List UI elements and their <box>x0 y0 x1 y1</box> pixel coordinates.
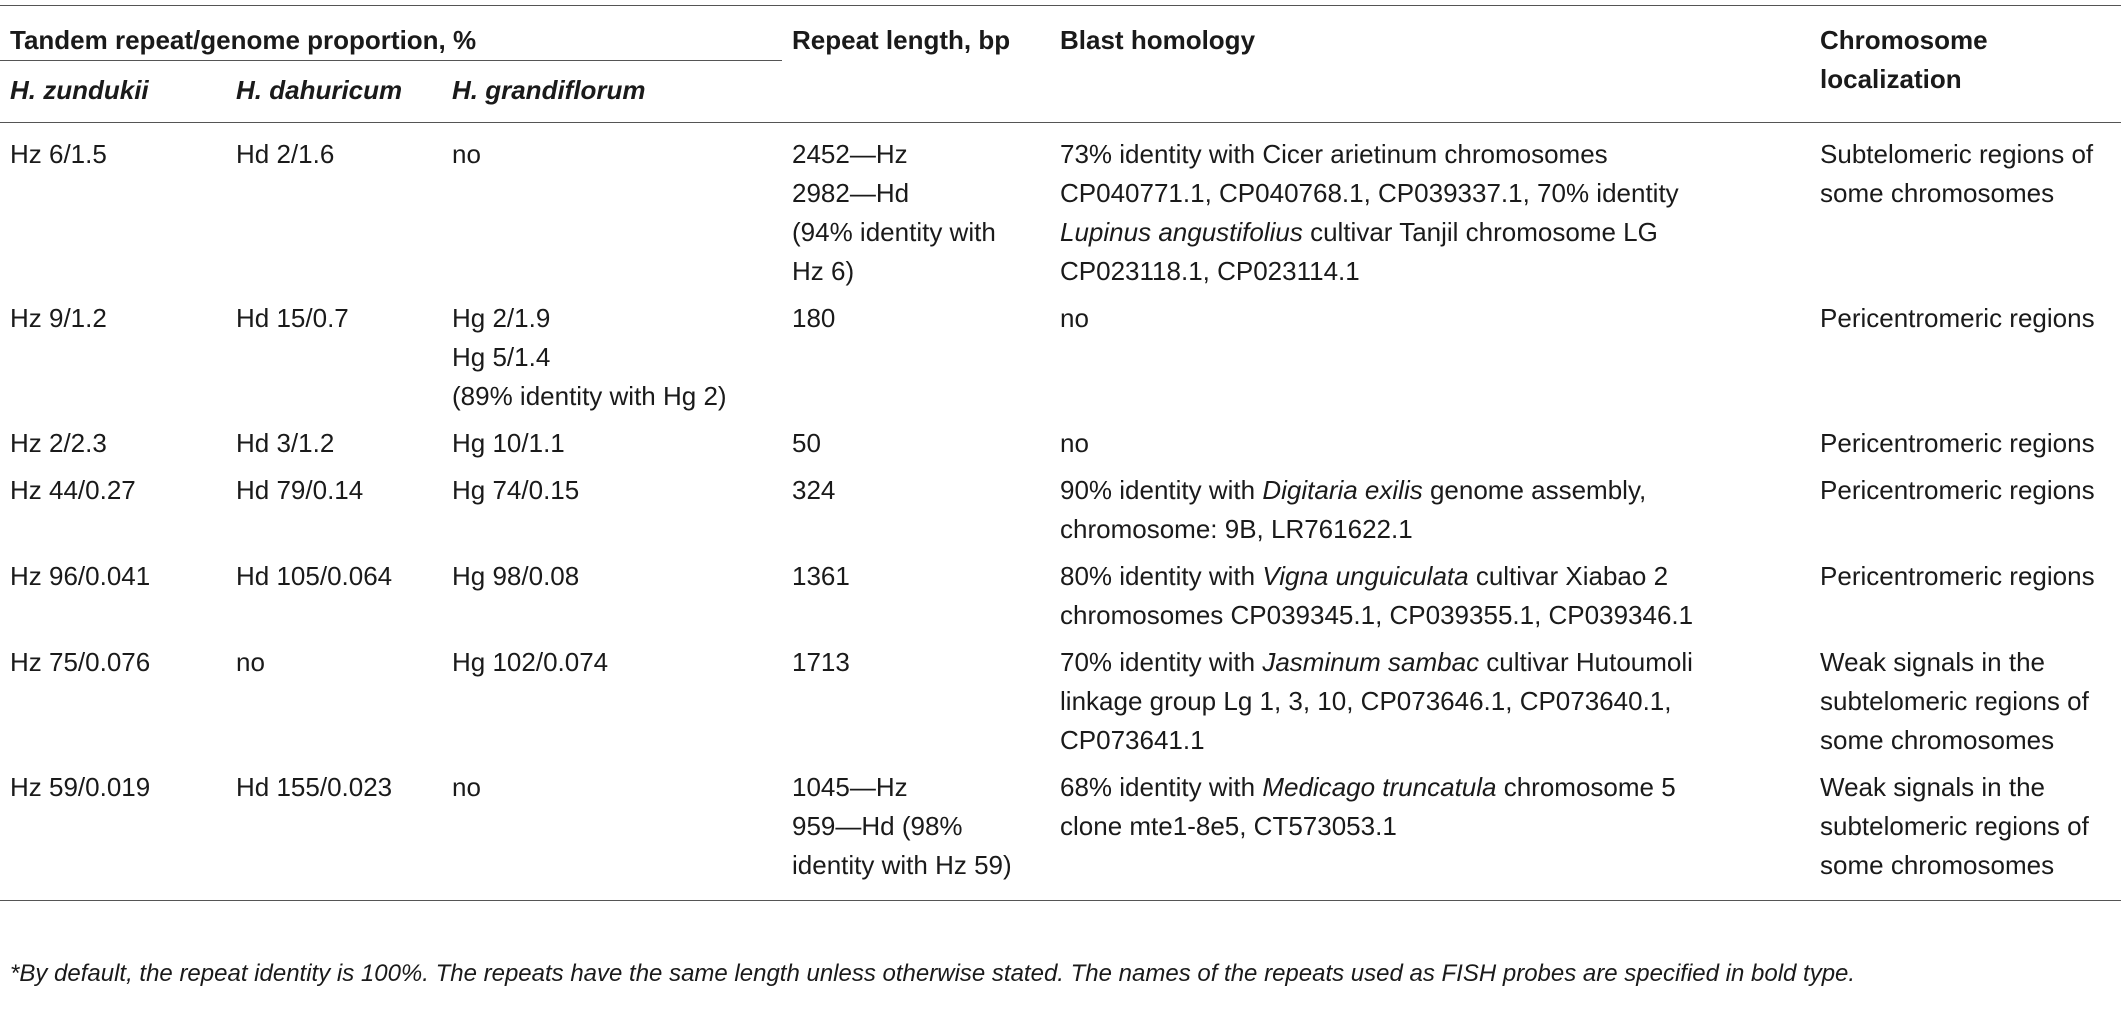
cell-chromosome-localization <box>1810 293 2121 418</box>
cell-chromosome-localization-line: some chromosomes <box>1820 725 2055 755</box>
cell-h-grandiflorum-line: Hg 98/0.08 <box>452 561 580 591</box>
cell-h-zundukii: Hz 6/1.5 <box>10 139 107 169</box>
blast-line <box>1060 682 1810 721</box>
cell-h-grandiflorum <box>442 123 782 294</box>
cell-h-dahuricum: Hd 2/1.6 <box>236 139 335 169</box>
blast-line <box>1060 768 1810 807</box>
cell-h-grandiflorum-line: Hg 74/0.15 <box>452 475 580 505</box>
cell-chromosome-localization <box>1810 637 2121 762</box>
blast-text: cultivar Xiabao 2 <box>1468 561 1669 591</box>
cell-repeat-length <box>782 551 1050 637</box>
header-tandem-repeat-group: Tandem repeat/genome proportion, % <box>0 5 782 61</box>
cell-h-grandiflorum-line: no <box>452 772 481 802</box>
cell-repeat-length <box>782 762 1050 901</box>
cell-chromosome-localization <box>1810 762 2121 901</box>
cell-h-dahuricum: Hd 79/0.14 <box>236 475 364 505</box>
blast-text: 90% identity with <box>1060 475 1263 505</box>
header-blast-homology: Blast homology <box>1050 5 1810 123</box>
cell-blast-homology <box>1050 465 1810 551</box>
blast-line <box>1060 135 1810 174</box>
blast-text: clone mte1-8e5, CT573053.1 <box>1060 811 1397 841</box>
blast-text: CP023118.1, CP023114.1 <box>1060 256 1360 286</box>
cell-repeat-length-line: (94% identity with <box>792 217 996 247</box>
cell-repeat-length-line: 959—Hd (98% <box>792 811 963 841</box>
cell-h-dahuricum: Hd 3/1.2 <box>236 428 335 458</box>
cell-repeat-length <box>782 123 1050 294</box>
cell-chromosome-localization-line: Pericentromeric regions <box>1820 561 2095 591</box>
cell-h-zundukii: Hz 9/1.2 <box>10 303 107 333</box>
cell-chromosome-localization-line: subtelomeric regions of <box>1820 811 2089 841</box>
species-name: Jasminum sambac <box>1262 647 1480 677</box>
cell-chromosome-localization-line: Subtelomeric regions of <box>1820 139 2094 169</box>
header-chromosome-localization: Chromosome localization <box>1810 5 2121 123</box>
blast-text: CP073641.1 <box>1060 725 1205 755</box>
table-row <box>0 762 2121 901</box>
cell-h-grandiflorum <box>442 465 782 551</box>
cell-h-dahuricum: Hd 105/0.064 <box>236 561 393 591</box>
cell-chromosome-localization <box>1810 465 2121 551</box>
cell-chromosome-localization <box>1810 418 2121 465</box>
cell-h-grandiflorum <box>442 551 782 637</box>
species-name: Medicago truncatula <box>1262 772 1497 802</box>
cell-chromosome-localization-line: Pericentromeric regions <box>1820 428 2095 458</box>
blast-line <box>1060 424 1810 463</box>
cell-repeat-length <box>782 637 1050 762</box>
cell-h-grandiflorum <box>442 418 782 465</box>
header-repeat-length-text: Repeat length, bp <box>792 25 1011 55</box>
cell-blast-homology <box>1050 418 1810 465</box>
cell-repeat-length <box>782 293 1050 418</box>
blast-text: chromosome 5 <box>1496 772 1676 802</box>
cell-repeat-length-line: 2982—Hd <box>792 178 910 208</box>
cell-chromosome-localization-line: Pericentromeric regions <box>1820 475 2095 505</box>
cell-chromosome-localization <box>1810 123 2121 294</box>
cell-chromosome-localization-line: Pericentromeric regions <box>1820 303 2095 333</box>
blast-line <box>1060 299 1810 338</box>
blast-text: 80% identity with <box>1060 561 1263 591</box>
cell-repeat-length-line: 1045—Hz <box>792 772 908 802</box>
cell-blast-homology <box>1050 762 1810 901</box>
cell-h-dahuricum: Hd 155/0.023 <box>226 762 442 901</box>
cell-repeat-length <box>782 465 1050 551</box>
header-h-dahuricum: H. dahuricum <box>226 61 442 123</box>
species-name: Vigna unguiculata <box>1262 561 1469 591</box>
cell-h-grandiflorum <box>442 293 782 418</box>
blast-text: genome assembly, <box>1422 475 1647 505</box>
blast-line <box>1060 471 1810 510</box>
cell-h-grandiflorum-line: Hg 2/1.9 <box>452 303 551 333</box>
table-body <box>0 123 2121 901</box>
cell-repeat-length-line: 2452—Hz <box>792 139 908 169</box>
cell-h-grandiflorum-line: Hg 5/1.4 <box>452 342 551 372</box>
blast-line <box>1060 807 1810 846</box>
cell-repeat-length-line: 50 <box>792 428 821 458</box>
cell-h-zundukii: Hz 75/0.076 <box>10 647 151 677</box>
cell-h-grandiflorum-line: (89% identity with Hg 2) <box>452 381 727 411</box>
cell-h-grandiflorum-line: Hg 10/1.1 <box>452 428 565 458</box>
cell-chromosome-localization-line: subtelomeric regions of <box>1820 686 2089 716</box>
blast-text: CP040771.1, CP040768.1, CP039337.1, 70% identity <box>1060 178 1679 208</box>
blast-text: chromosomes CP039345.1, CP039355.1, CP039346.1 <box>1060 600 1694 630</box>
cell-chromosome-localization <box>1810 551 2121 637</box>
header-h-zundukii: H. zundukii <box>0 61 226 123</box>
cell-h-grandiflorum <box>442 762 782 901</box>
cell-chromosome-localization-line: Weak signals in the <box>1820 772 2045 802</box>
cell-h-dahuricum: Hd 15/0.7 <box>236 303 349 333</box>
blast-line <box>1060 510 1810 549</box>
cell-repeat-length-line: 1713 <box>792 647 850 677</box>
cell-chromosome-localization-line: some chromosomes <box>1820 178 2055 208</box>
cell-chromosome-localization-line: some chromosomes <box>1820 850 2055 880</box>
blast-line <box>1060 213 1810 252</box>
cell-h-grandiflorum-line: Hg 102/0.074 <box>452 647 609 677</box>
cell-h-grandiflorum <box>442 637 782 762</box>
blast-text: cultivar Hutoumoli <box>1479 647 1693 677</box>
cell-h-zundukii: Hz 44/0.27 <box>10 475 136 505</box>
blast-text: no <box>1060 303 1089 333</box>
cell-repeat-length-line: 324 <box>792 475 836 505</box>
cell-repeat-length-line: Hz 6) <box>792 256 855 286</box>
cell-h-zundukii: Hz 59/0.019 <box>0 762 226 901</box>
header-repeat-length <box>782 5 1050 123</box>
species-name: Digitaria exilis <box>1262 475 1423 505</box>
blast-text: cultivar Tanjil chromosome LG <box>1302 217 1658 247</box>
cell-blast-homology <box>1050 123 1810 294</box>
cell-h-grandiflorum-line: no <box>452 139 481 169</box>
blast-line <box>1060 596 1810 635</box>
table-row <box>0 293 2121 418</box>
blast-text: chromosome: 9B, LR761622.1 <box>1060 514 1413 544</box>
cell-blast-homology <box>1050 293 1810 418</box>
species-name: Lupinus angustifolius <box>1060 217 1303 247</box>
header-h-grandiflorum: H. grandiflorum <box>442 61 782 123</box>
blast-line <box>1060 721 1810 760</box>
table-row <box>0 637 2121 762</box>
blast-line <box>1060 252 1810 291</box>
blast-text: linkage group Lg 1, 3, 10, CP073646.1, CP073640.1, <box>1060 686 1672 716</box>
cell-h-zundukii: Hz 96/0.041 <box>10 561 151 591</box>
cell-h-zundukii: Hz 2/2.3 <box>10 428 107 458</box>
blast-line <box>1060 174 1810 213</box>
blast-line <box>1060 643 1810 682</box>
cell-chromosome-localization-line: Weak signals in the <box>1820 647 2045 677</box>
cell-repeat-length-line: identity with Hz 59) <box>792 850 1012 880</box>
blast-text: 68% identity with <box>1060 772 1263 802</box>
cell-repeat-length-line: 180 <box>792 303 836 333</box>
table-row <box>0 123 2121 294</box>
table-row <box>0 418 2121 465</box>
table-row <box>0 465 2121 551</box>
blast-text: 70% identity with <box>1060 647 1263 677</box>
cell-repeat-length-line: 1361 <box>792 561 850 591</box>
cell-blast-homology <box>1050 551 1810 637</box>
table-footnote: *By default, the repeat identity is 100%. The repeats have the same length unless otherwise stated. The names of the repeats used as FISH probes are specified in bold type. <box>10 960 1856 987</box>
cell-h-dahuricum: no <box>236 647 265 677</box>
table-row <box>0 551 2121 637</box>
cell-repeat-length <box>782 418 1050 465</box>
tandem-repeat-table <box>0 5 2121 901</box>
blast-text: 73% identity with Cicer arietinum chromosomes <box>1060 139 1608 169</box>
blast-text: no <box>1060 428 1089 458</box>
cell-blast-homology <box>1050 637 1810 762</box>
blast-line <box>1060 557 1810 596</box>
